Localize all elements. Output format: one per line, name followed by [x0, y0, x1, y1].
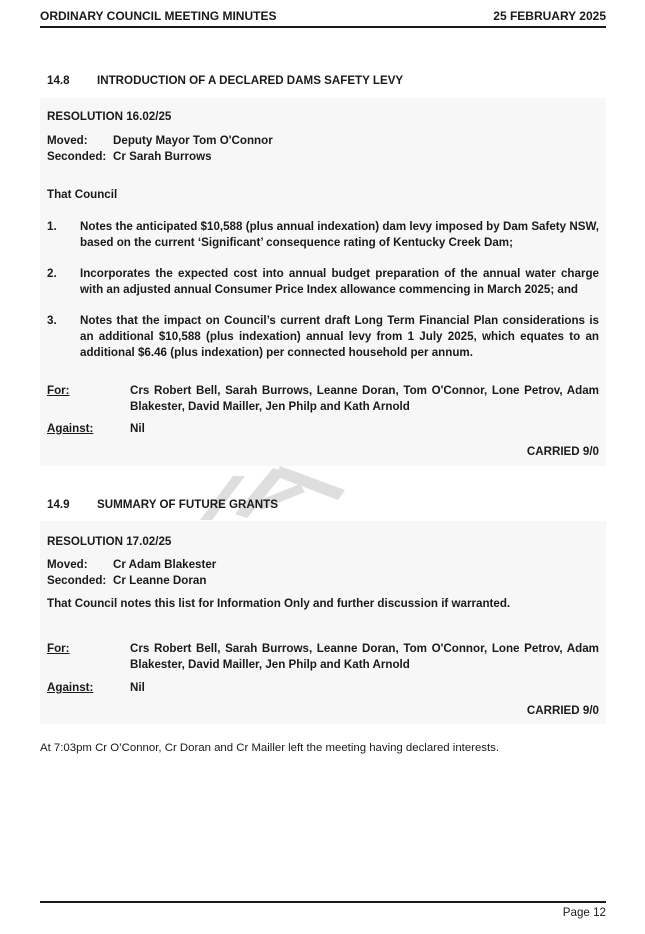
document-title: ORDINARY COUNCIL MEETING MINUTES: [40, 9, 277, 23]
resolution-number: RESOLUTION 16.02/25: [47, 110, 172, 123]
resolution-item: [47, 266, 599, 298]
resolution-item: [47, 313, 599, 361]
item-number: 2.: [47, 267, 57, 280]
section-number: 14.8: [47, 74, 70, 87]
item-text: Notes the anticipated $10,588 (plus annual indexation) dam levy imposed by Dam Safety NSW, based on the current ‘Significant’ consequence rating of Kentucky Creek Dam;: [80, 220, 599, 249]
seconded-by: Cr Sarah Burrows: [113, 150, 212, 163]
meeting-note: At 7:03pm Cr O’Connor, Cr Doran and Cr Mailler left the meeting having declared interests.: [40, 742, 500, 754]
moved-line: [47, 557, 216, 573]
item-text: Notes that the impact on Council’s current draft Long Term Financial Plan considerations is an additional $10,588 (plus indexation) annual levy from 1 July 2025, which equates to an additional $6.46 (plus indexation) per connected household per annum.: [80, 314, 599, 359]
resolution-number: RESOLUTION 17.02/25: [47, 535, 172, 548]
motion-text: That Council notes this list for Information Only and further discussion if warranted.: [47, 597, 511, 610]
item-text: Incorporates the expected cost into annual budget preparation of the annual water charge with an adjusted annual Consumer Price Index allowance commencing in March 2025; and: [80, 267, 599, 296]
meeting-date: 25 FEBRUARY 2025: [493, 9, 606, 23]
votes-for: [47, 383, 599, 415]
moved-by: Cr Adam Blakester: [113, 558, 217, 571]
moved-label: Moved:: [47, 134, 88, 147]
moved-label: Moved:: [47, 558, 88, 571]
item-number: 3.: [47, 314, 57, 327]
for-label: For:: [47, 642, 70, 655]
moved-by: Deputy Mayor Tom O'Connor: [113, 134, 273, 147]
resolution-block-16-02-25: [40, 98, 606, 466]
votes-against: [47, 680, 599, 696]
watermark-logo: [195, 462, 360, 522]
section-title: SUMMARY OF FUTURE GRANTS: [97, 498, 278, 511]
section-heading-14-9: [47, 497, 278, 513]
motion-intro: That Council: [47, 188, 118, 201]
seconded-by: Cr Leanne Doran: [113, 574, 207, 587]
for-list: Crs Robert Bell, Sarah Burrows, Leanne Doran, Tom O'Connor, Lone Petrov, Adam Blakester, David Mailler, Jen Philp and Kath Arnold: [130, 642, 599, 671]
against-label: Against:: [47, 422, 94, 435]
resolution-item: [47, 219, 599, 251]
page-header: [40, 8, 606, 28]
votes-against: [47, 421, 599, 437]
moved-line: [47, 133, 273, 149]
carried-result: CARRIED 9/0: [526, 704, 599, 717]
seconded-line: [47, 573, 206, 589]
seconded-label: Seconded:: [47, 574, 107, 587]
carried-result: CARRIED 9/0: [526, 445, 599, 458]
against-label: Against:: [47, 681, 94, 694]
item-number: 1.: [47, 220, 57, 233]
against-value: Nil: [130, 681, 145, 694]
seconded-line: [47, 149, 212, 165]
for-list: Crs Robert Bell, Sarah Burrows, Leanne Doran, Tom O'Connor, Lone Petrov, Adam Blakester, David Mailler, Jen Philp and Kath Arnold: [130, 384, 599, 413]
section-number: 14.9: [47, 498, 70, 511]
footer-divider: [40, 901, 606, 903]
against-value: Nil: [130, 422, 145, 435]
for-label: For:: [47, 384, 70, 397]
page-number: Page 12: [562, 906, 606, 919]
section-title: INTRODUCTION OF A DECLARED DAMS SAFETY LEVY: [97, 74, 404, 87]
resolution-block-17-02-25: [40, 521, 606, 724]
section-heading-14-8: [47, 73, 403, 89]
seconded-label: Seconded:: [47, 150, 107, 163]
votes-for: [47, 641, 599, 673]
